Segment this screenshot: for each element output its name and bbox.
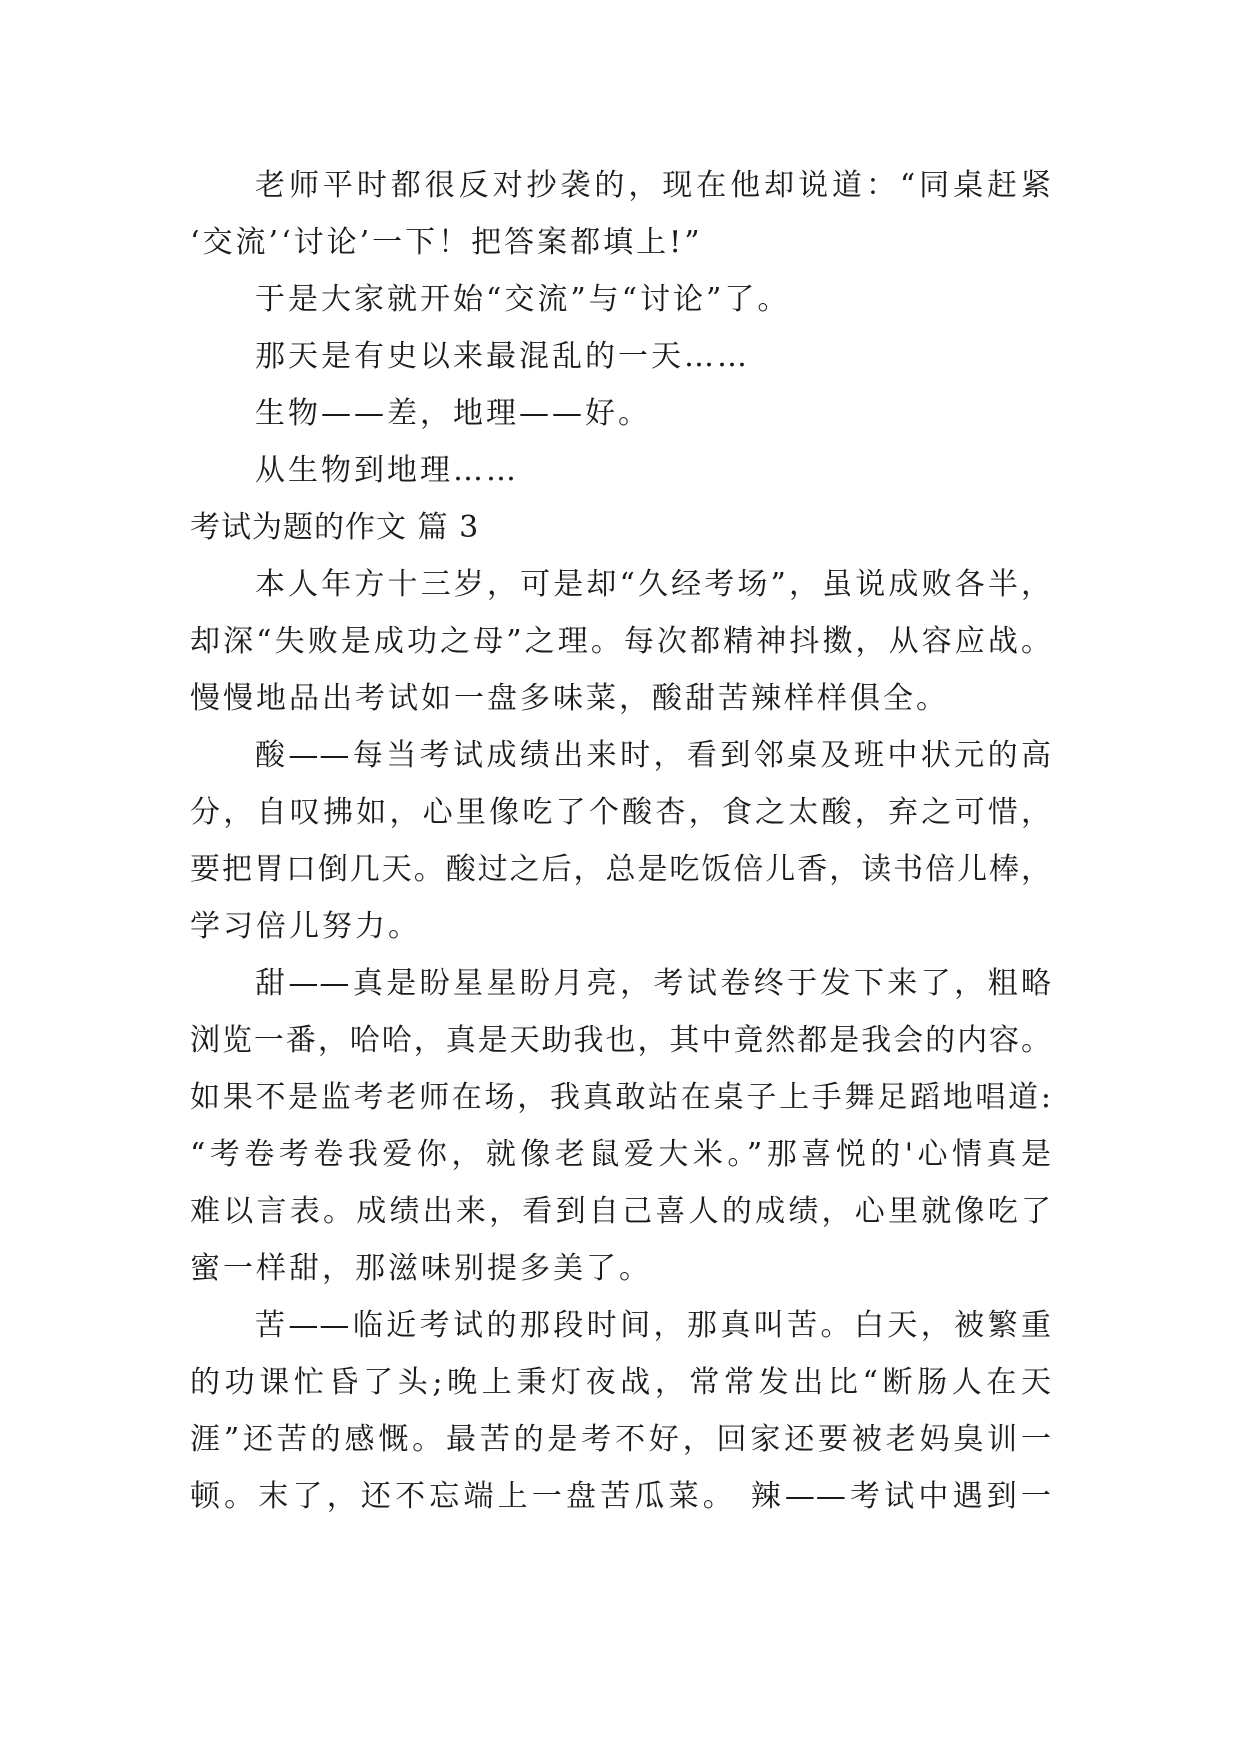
paragraph-line: 涯”还苦的感慨。最苦的是考不好，回家还要被老妈臭训一 <box>190 1422 1052 1457</box>
paragraph-line: 甜——真是盼星星盼月亮，考试卷终于发下来了，粗略 <box>255 966 1052 1001</box>
paragraph-line: 浏览一番，哈哈，真是天助我也，其中竟然都是我会的内容。 <box>190 1023 1052 1058</box>
paragraph-line: ‘交流’‘讨论’一下！把答案都填上!” <box>190 225 703 260</box>
section-heading: 考试为题的作文 篇 3 <box>190 510 480 545</box>
paragraph-line: 从生物到地理…… <box>255 453 519 488</box>
paragraph-line: 要把胃口倒几天。酸过之后，总是吃饭倍儿香，读书倍儿棒， <box>190 852 1052 887</box>
paragraph-line: 本人年方十三岁，可是却“久经考场”，虽说成败各半， <box>255 567 1052 602</box>
paragraph-line: 难以言表。成绩出来，看到自己喜人的成绩，心里就像吃了 <box>190 1194 1052 1229</box>
paragraph-line: 生物——差，地理——好。 <box>255 396 651 431</box>
paragraph-line: 老师平时都很反对抄袭的，现在他却说道：“同桌赶紧 <box>255 168 1052 203</box>
paragraph-line: 酸——每当考试成绩出来时，看到邻桌及班中状元的高 <box>255 738 1052 773</box>
paragraph-line: “考卷考卷我爱你，就像老鼠爱大米。”那喜悦的'心情真是 <box>190 1137 1052 1172</box>
paragraph-line: 如果不是监考老师在场，我真敢站在桌子上手舞足蹈地唱道: <box>190 1080 1052 1115</box>
paragraph-line: 却深“失败是成功之母”之理。每次都精神抖擞，从容应战。 <box>190 624 1052 659</box>
paragraph-line: 的功课忙昏了头;晚上秉灯夜战，常常发出比“断肠人在天 <box>190 1365 1052 1400</box>
paragraph-line: 学习倍儿努力。 <box>190 909 421 944</box>
paragraph-line: 慢慢地品出考试如一盘多味菜，酸甜苦辣样样俱全。 <box>190 681 949 716</box>
paragraph-line: 那天是有史以来最混乱的一天…… <box>255 339 750 374</box>
paragraph-line: 分，自叹拂如，心里像吃了个酸杏，食之太酸，弃之可惜， <box>190 795 1052 830</box>
paragraph-line: 顿。末了，还不忘端上一盘苦瓜菜。 辣——考试中遇到一 <box>190 1479 1052 1514</box>
paragraph-line: 蜜一样甜，那滋味别提多美了。 <box>190 1251 652 1286</box>
paragraph-line: 苦——临近考试的那段时间，那真叫苦。白天，被繁重 <box>255 1308 1052 1343</box>
paragraph-line: 于是大家就开始“交流”与“讨论”了。 <box>255 282 791 317</box>
